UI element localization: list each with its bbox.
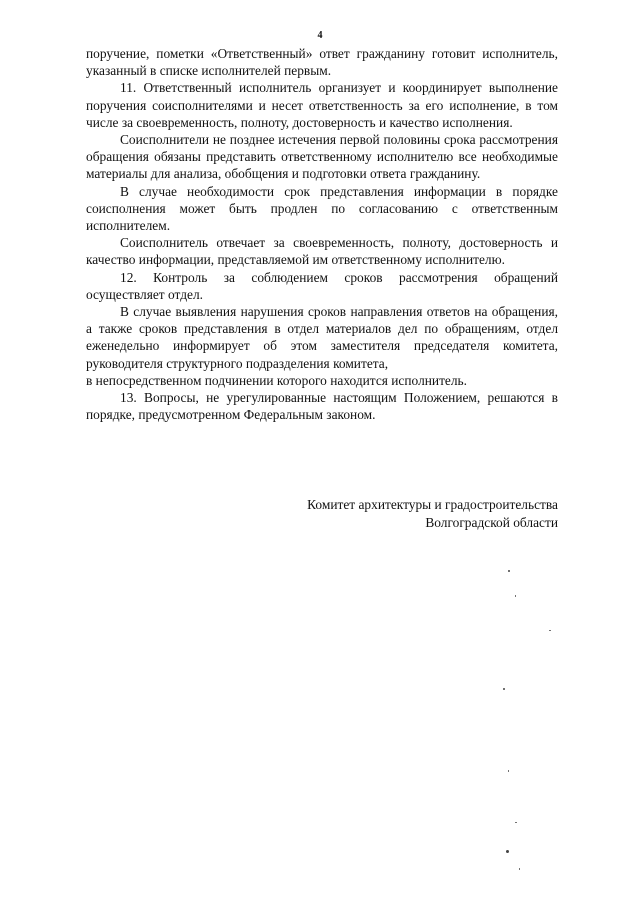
page-number: 4 (317, 30, 323, 41)
scan-speck (515, 822, 517, 823)
paragraph-extension: В случае необходимости срок представления информации в порядке соисполнения может быть продлен по согласованию с ответственным исполнителем. (86, 183, 558, 234)
paragraph-item-11: 11. Ответственный исполнитель организует и координирует выполнение поручения соисполнителями и несет ответственность за его исполнение, в том числе за своевременность, полноту, достоверность и качество исполнения. (86, 80, 558, 130)
scan-speck (503, 688, 505, 690)
signature-block (258, 496, 558, 532)
signature-line-1: Комитет архитектуры и градостроительства (307, 497, 558, 512)
scan-speck (508, 770, 509, 772)
scan-speck (508, 570, 510, 572)
document-body (86, 45, 558, 423)
scan-speck (506, 850, 509, 853)
scan-speck (549, 630, 551, 631)
paragraph-1: поручение, пометки «Ответственный» ответ гражданину готовит исполнитель, указанный в списке исполнителей первым. (86, 46, 558, 79)
paragraph-co-executors-deadline: Соисполнители не позднее истечения первой половины срока рассмотрения обращения обязаны представить ответственному исполнителю все необходимые материалы для анализа, обобщения и подготовки ответа гражданину. (86, 132, 558, 182)
paragraph-violations: В случае выявления нарушения сроков направления ответов на обращения, а также сроков представления в отдел материалов дел по обращениям, отдел еженедельно информирует об этом заместителя председателя комитета, руководителя структурного подразделения комитета, (86, 304, 558, 371)
paragraph-item-13: 13. Вопросы, не урегулированные настоящим Положением, решаются в порядке, предусмотренном Федеральным законом. (86, 390, 558, 423)
paragraph-co-executor-responsibility: Соисполнитель отвечает за своевременность, полноту, достоверность и качество информации, представляемой им ответственному исполнителю. (86, 235, 558, 268)
scan-speck (515, 595, 516, 597)
paragraph-item-12: 12. Контроль за соблюдением сроков рассмотрения обращений осуществляет отдел. (86, 269, 558, 302)
signature-line-2: Волгоградской области (425, 515, 558, 530)
scan-speck (519, 868, 520, 870)
paragraph-subordination: в непосредственном подчинении которого находится исполнитель. (86, 372, 468, 388)
